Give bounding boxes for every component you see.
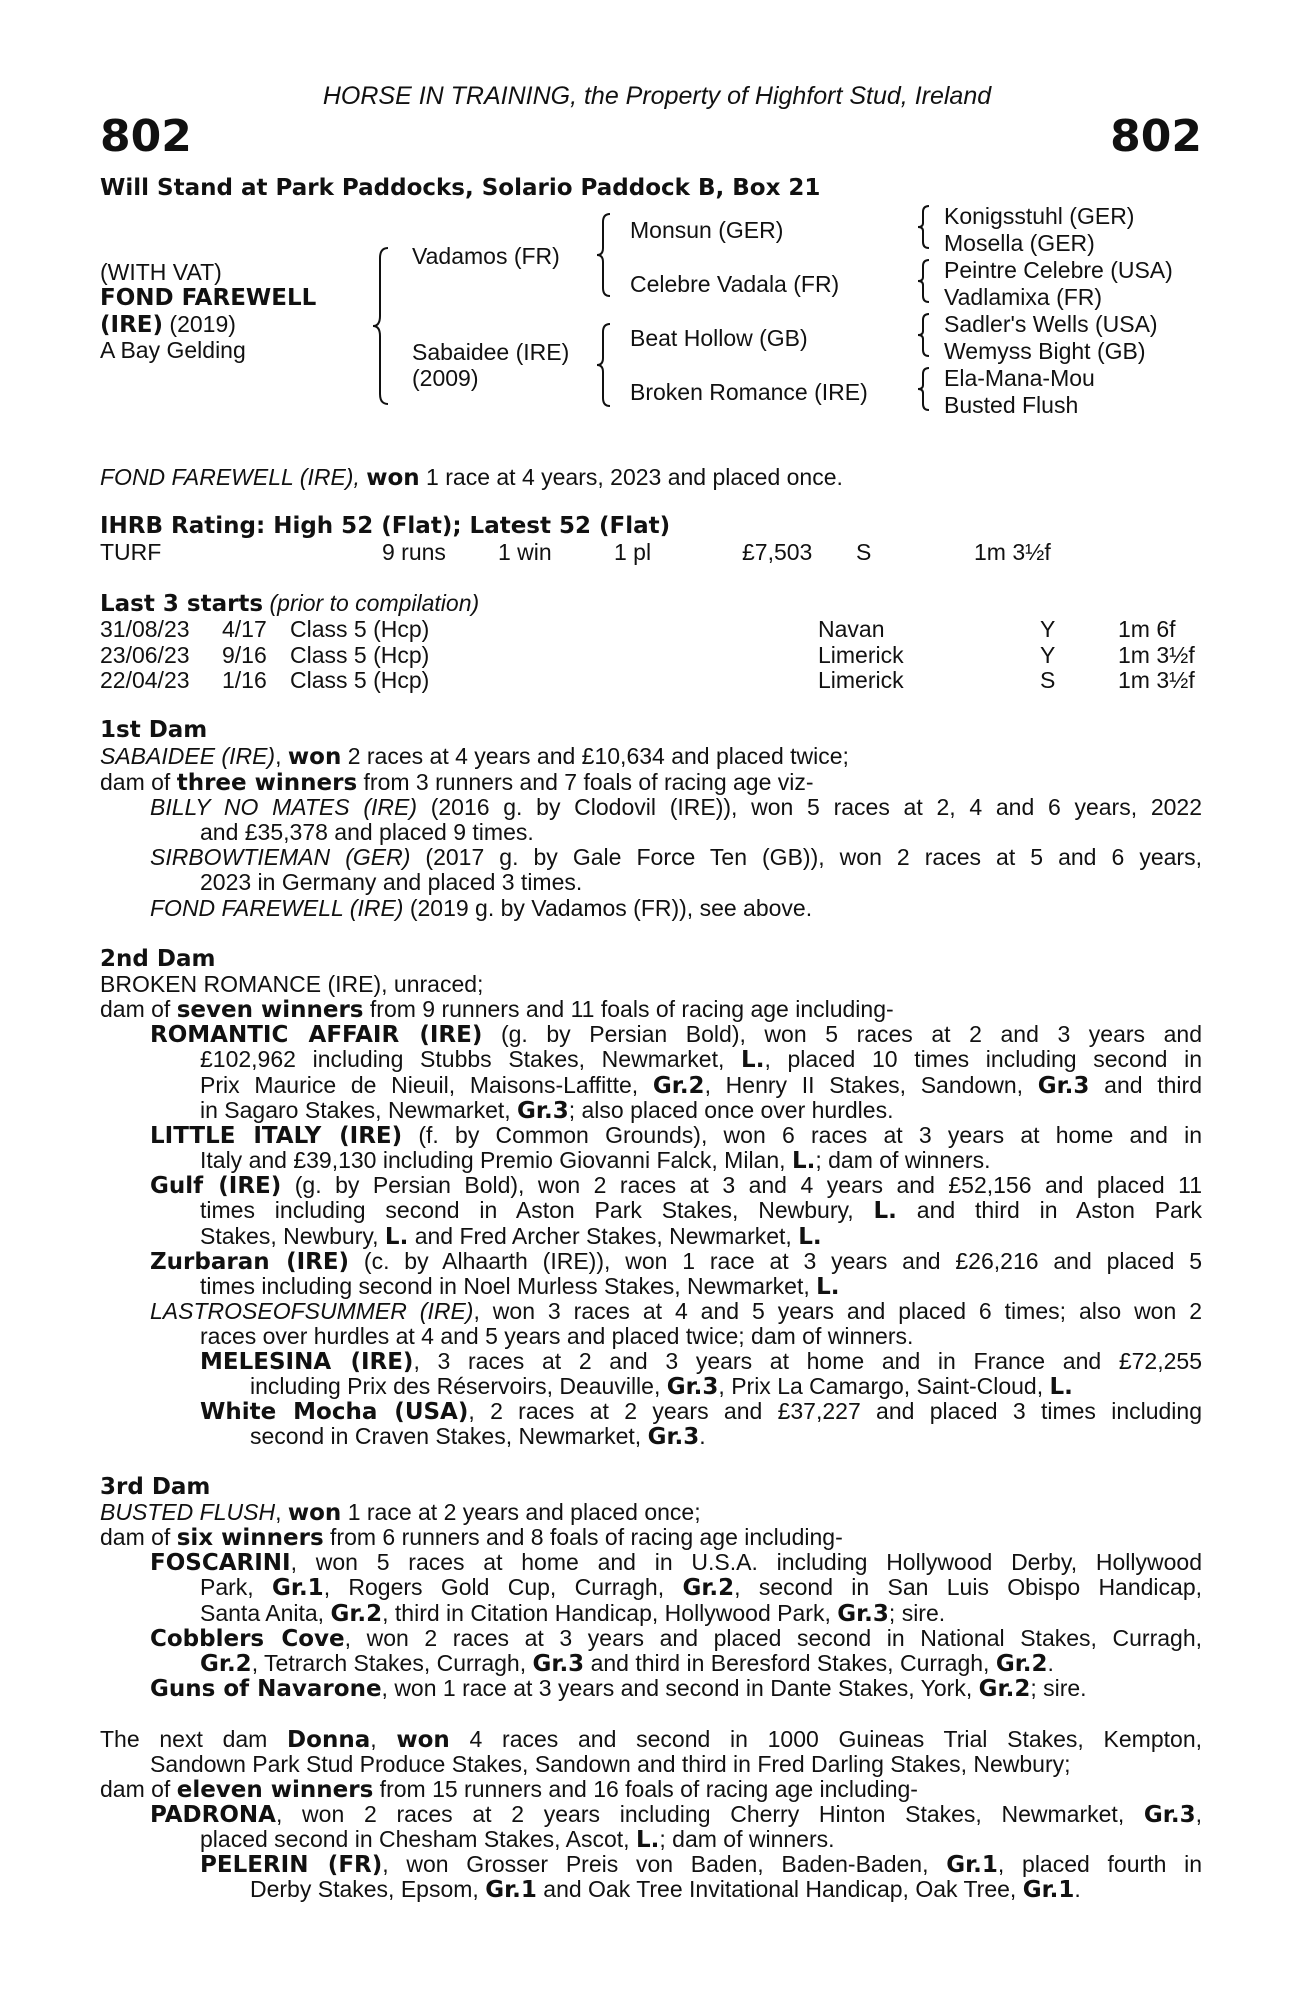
- summary-rest: 1 race at 4 years, 2023 and placed once.: [419, 464, 843, 490]
- start-pos: 4/17: [222, 616, 267, 642]
- horse-country: (IRE): [100, 312, 164, 338]
- pedigree-g-1: Konigsstuhl (GER): [944, 203, 1135, 229]
- first-dam-heading: 1st Dam: [100, 717, 208, 743]
- last-starts-title: Last 3 starts: [100, 591, 264, 617]
- summary-won: won: [366, 465, 420, 491]
- pedigree-g-7: Ela-Mana-Mou: [944, 365, 1095, 391]
- start-dist: 1m 6f: [1118, 616, 1176, 642]
- pedigree-brace-sire: [594, 212, 614, 298]
- start-going: Y: [1040, 641, 1056, 668]
- race-summary: FOND FAREWELL (IRE), won 1 race at 4 years, 2023 and placed once.: [100, 464, 843, 491]
- start-date: 22/04/23: [100, 667, 190, 693]
- second-dam-line1: BROKEN ROMANCE (IRE), unraced;: [100, 971, 484, 997]
- horse-name: FOND FAREWELL: [100, 285, 317, 311]
- produce-lastroseofsummer-cont: races over hurdles at 4 and 5 years and placed twice; dam of winners.: [200, 1323, 914, 1349]
- first-dam-line2: dam of three winners from 3 runners and 7 foals of racing age viz-: [100, 769, 814, 796]
- pedigree-sire: Vadamos (FR): [412, 243, 560, 269]
- start-course: Limerick: [818, 667, 904, 693]
- rating-placed: 1 pl: [614, 539, 652, 565]
- summary-horse-name: FOND FAREWELL (IRE): [100, 464, 354, 490]
- pedigree-brace-main: [370, 246, 392, 406]
- pedigree-dam-dam: Broken Romance (IRE): [630, 379, 868, 405]
- second-dam-heading: 2nd Dam: [100, 946, 216, 972]
- next-dam-line1: The next dam Donna, won 4 races and second in 1000 Guineas Trial Stakes, Kempton,: [100, 1726, 1202, 1753]
- produce-pelerin: PELERIN (FR), won Grosser Preis von Baden, Baden-Baden, Gr.1, placed fourth in: [200, 1851, 1202, 1878]
- rating-distance: 1m 3½f: [974, 539, 1051, 565]
- start-dist: 1m 3½f: [1118, 667, 1195, 693]
- pedigree-dam-sire: Beat Hollow (GB): [630, 325, 808, 351]
- pedigree-g-2: Mosella (GER): [944, 230, 1095, 256]
- pedigree-dam-year: (2009): [412, 365, 479, 391]
- produce-little-italy-cont: Italy and £39,130 including Premio Giovanni Falck, Milan, L.; dam of winners.: [200, 1147, 991, 1174]
- start-class: Class 5 (Hcp): [290, 641, 430, 668]
- third-dam-line2: dam of six winners from 6 runners and 8 foals of racing age including-: [100, 1524, 843, 1551]
- produce-cobblers-cove: Cobblers Cove, won 2 races at 3 years and placed second in National Stakes, Curragh,: [150, 1625, 1203, 1652]
- start-dist: 1m 3½f: [1118, 641, 1195, 668]
- start-date: 23/06/23: [100, 641, 190, 668]
- rating-runs: 9 runs: [382, 539, 446, 565]
- pedigree-g-8: Busted Flush: [944, 392, 1079, 418]
- rating-surface: TURF: [100, 539, 162, 565]
- next-dam-line2: Sandown Park Stud Produce Stakes, Sandown and third in Fred Darling Stakes, Newbury;: [150, 1751, 1071, 1777]
- produce-padrona: PADRONA, won 2 races at 2 years including Cherry Hinton Stakes, Newmarket, Gr.3,: [150, 1801, 1202, 1828]
- produce-gulf: Gulf (IRE) (g. by Persian Bold), won 2 races at 3 and 4 years and £52,156 and placed 11: [150, 1172, 1203, 1199]
- produce-zurbaran-cont: times including second in Noel Murless Stakes, Newmarket, L.: [200, 1273, 840, 1300]
- next-dam-line3: dam of eleven winners from 15 runners and 16 foals of racing age including-: [100, 1776, 918, 1803]
- first-dam-produce-1b: and £35,378 and placed 9 times.: [200, 819, 534, 845]
- rating-wins: 1 win: [498, 539, 552, 565]
- pedigree-dam: Sabaidee (IRE): [412, 339, 570, 365]
- start-date: 31/08/23: [100, 616, 190, 642]
- pedigree-brace-g2: [916, 258, 932, 304]
- produce-gulf-cont: times including second in Aston Park Stakes, Newbury, L. and third in Aston Park Stakes, Newbury, L. and Fred Archer Stakes, Newmarket, L.: [200, 1197, 1203, 1250]
- start-pos: 9/16: [222, 641, 267, 668]
- start-going: S: [1040, 667, 1056, 693]
- pedigree-brace-dam: [594, 322, 614, 408]
- horse-origin: [100, 312, 236, 339]
- first-dam-produce-2b: 2023 in Germany and placed 3 times.: [200, 869, 583, 895]
- stabling-location: Will Stand at Park Paddocks, Solario Paddock B, Box 21: [100, 175, 821, 201]
- produce-little-italy: LITTLE ITALY (IRE) (f. by Common Grounds), won 6 races at 3 years at home and in: [150, 1122, 1202, 1149]
- pedigree-brace-g3: [916, 312, 932, 358]
- start-pos: 1/16: [222, 667, 267, 693]
- lot-number-right: 802: [1110, 111, 1202, 162]
- pedigree-brace-g4: [916, 366, 932, 412]
- produce-padrona-cont: placed second in Chesham Stakes, Ascot, L.; dam of winners.: [200, 1826, 835, 1853]
- first-dam-produce-1: BILLY NO MATES (IRE) (2016 g. by Clodovil (IRE)), won 5 races at 2, 4 and 6 years, 2022: [150, 794, 1202, 820]
- produce-guns-of-navarone: Guns of Navarone, won 1 race at 3 years and second in Dante Stakes, York, Gr.2; sire.: [150, 1675, 1087, 1702]
- pedigree-g-6: Wemyss Bight (GB): [944, 338, 1146, 364]
- produce-foscarini-cont: Park, Gr.1, Rogers Gold Cup, Curragh, Gr.2, second in San Luis Obispo Handicap, Santa Anita, Gr.2, third in Citation Handicap, Hollywood Park, Gr.3; sire.: [200, 1574, 1203, 1627]
- first-dam-produce-3: FOND FAREWELL (IRE) (2019 g. by Vadamos (FR)), see above.: [150, 895, 813, 921]
- pedigree-brace-g1: [916, 204, 932, 250]
- third-dam-line1: BUSTED FLUSH, won 1 race at 2 years and placed once;: [100, 1499, 701, 1526]
- third-dam-heading: 3rd Dam: [100, 1474, 211, 1500]
- start-course: Navan: [818, 616, 885, 642]
- rating-title: IHRB Rating: High 52 (Flat); Latest 52 (Flat): [100, 513, 671, 539]
- start-course: Limerick: [818, 641, 904, 668]
- produce-white-mocha: White Mocha (USA), 2 races at 2 years and £37,227 and placed 3 times including: [200, 1398, 1202, 1425]
- start-class: Class 5 (Hcp): [290, 667, 430, 693]
- produce-melesina: MELESINA (IRE), 3 races at 2 and 3 years at home and in France and £72,255: [200, 1348, 1202, 1375]
- produce-white-mocha-cont: second in Craven Stakes, Newmarket, Gr.3.: [250, 1423, 706, 1450]
- first-dam-line1: SABAIDEE (IRE), won 2 races at 4 years and £10,634 and placed twice;: [100, 743, 849, 770]
- pedigree-g-5: Sadler's Wells (USA): [944, 311, 1158, 337]
- produce-foscarini: FOSCARINI, won 5 races at home and in U.S.A. including Hollywood Derby, Hollywood: [150, 1549, 1202, 1576]
- pedigree-g-4: Vadlamixa (FR): [944, 284, 1103, 310]
- start-going: Y: [1040, 616, 1056, 642]
- pedigree-g-3: Peintre Celebre (USA): [944, 257, 1173, 283]
- first-dam-produce-2: SIRBOWTIEMAN (GER) (2017 g. by Gale Force Ten (GB)), won 2 races at 5 and 6 years,: [150, 844, 1202, 870]
- vat-note: (WITH VAT): [100, 259, 222, 285]
- second-dam-line2: dam of seven winners from 9 runners and 11 foals of racing age including-: [100, 996, 894, 1023]
- pedigree-sire-dam: Celebre Vadala (FR): [630, 271, 840, 297]
- page-header: HORSE IN TRAINING, the Property of Highfort Stud, Ireland: [322, 82, 992, 110]
- produce-romantic-affair: ROMANTIC AFFAIR (IRE) (g. by Persian Bold), won 5 races at 2 and 3 years and: [150, 1021, 1202, 1048]
- horse-description: A Bay Gelding: [100, 337, 246, 363]
- produce-lastroseofsummer: LASTROSEOFSUMMER (IRE), won 3 races at 4 and 5 years and placed 6 times; also won 2: [150, 1298, 1202, 1324]
- produce-cobblers-cove-cont: Gr.2, Tetrarch Stakes, Curragh, Gr.3 and third in Beresford Stakes, Curragh, Gr.2.: [200, 1650, 1054, 1677]
- produce-romantic-affair-cont: £102,962 including Stubbs Stakes, Newmarket, L., placed 10 times including second in Prix Maurice de Nieuil, Maisons-Laffitte, Gr.2, Henry II Stakes, Sandown, Gr.3 and third in Sagaro Stakes, Newmarket, Gr.3; also placed once over hurdles.: [200, 1046, 1202, 1124]
- rating-going: S: [856, 539, 872, 565]
- last-starts-heading: [100, 591, 479, 618]
- lot-number-left: 802: [100, 111, 192, 162]
- rating-prize: £7,503: [742, 539, 813, 565]
- pedigree-sire-sire: Monsun (GER): [630, 217, 784, 243]
- produce-melesina-cont: including Prix des Réservoirs, Deauville, Gr.3, Prix La Camargo, Saint-Cloud, L.: [250, 1373, 1073, 1400]
- start-class: Class 5 (Hcp): [290, 616, 430, 642]
- last-starts-note: (prior to compilation): [263, 590, 480, 616]
- produce-zurbaran: Zurbaran (IRE) (c. by Alhaarth (IRE)), won 1 race at 3 years and £26,216 and placed 5: [150, 1248, 1202, 1275]
- produce-pelerin-cont: Derby Stakes, Epsom, Gr.1 and Oak Tree Invitational Handicap, Oak Tree, Gr.1.: [250, 1876, 1081, 1903]
- horse-year: (2019): [163, 311, 236, 337]
